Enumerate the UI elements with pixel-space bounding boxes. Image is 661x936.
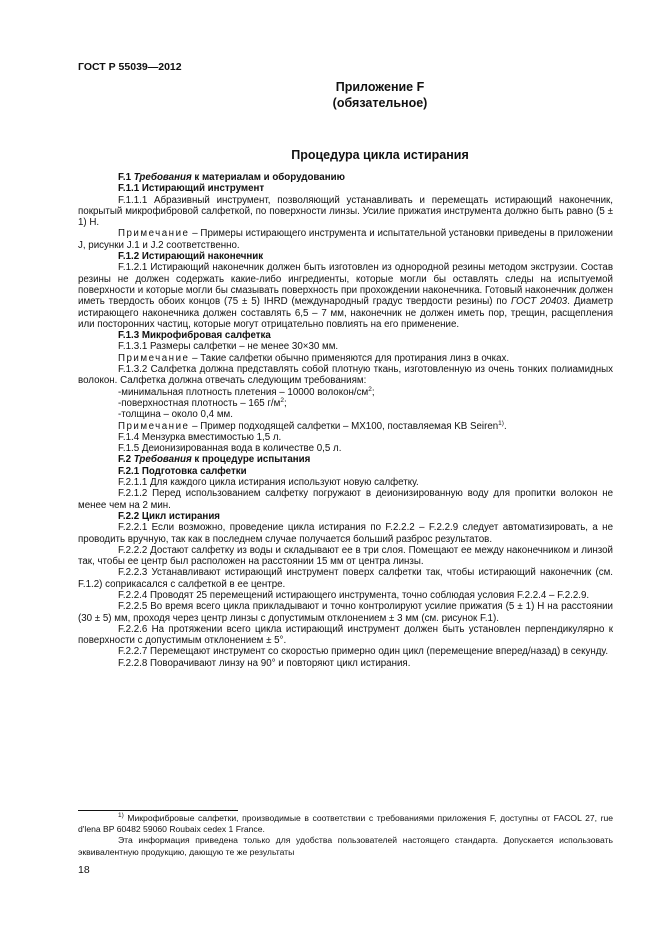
footnote-divider [78,810,238,811]
section-f12-heading: F.1.2 Истирающий наконечник [118,251,264,263]
section-f11-heading: F.1.1 Истирающий инструмент [118,183,265,195]
page-number: 18 [78,864,90,876]
paragraph-f132: F.1.3.2 Салфетка должна представлять собой плотную ткань, изготовленную из очень тонких полиамидных волокон. Салфетка должна отвечать следующим требованиям: [78,364,613,387]
paragraph-f212: F.2.1.2 Перед использованием салфетку погружают в деионизированную воду для пропитки волокон не менее чем на 2 мин. [78,488,613,511]
note-3: Примечание – Пример подходящей салфетки – МХ100, поставляемая KB Seiren$^{1)}$. [118,419,507,432]
paragraph-f211: F.2.1.1 Для каждого цикла истирания используют новую салфетку. [118,477,419,489]
section-f21-heading: F.2.1 Подготовка салфетки [118,465,247,477]
paragraph-f225: F.2.2.5 Во время всего цикла прикладывают и точно контролируют усилие прижатия (5 ± 1) Н на расстоянии (30 ± 5) мм, проходя через центр линзы с допустимым отклонением ± 3 мм (см. рисунок F.1). [78,601,613,624]
footnotes [78,813,613,858]
section-f22-heading: F.2.2 Цикл истирания [118,510,220,522]
paragraph-f121: F.1.2.1 Истирающий наконечник должен быть изготовлен из однородной резины методом экструзии. Состав резины не должен содержать какие-либо ингредиенты, которые могли бы оставлять следы на испытуемой поверхности и которые могли бы смазывать поверхность при прохождении наконечника. Готовый наконечник должен иметь твердость обоих концов (75 ± 5) IHRD (международный градус твердости резины) по ГОСТ 20403. Диаметр истирающего наконечника должен составлять 6,5 – 7 мм, наконечник не должен иметь пор, трещин, расщепления или посторонних частиц, которые могут отрицательно повлиять на его применение. [78,262,613,330]
requirement-thickness: -толщина – около 0,4 мм. [118,409,233,421]
standard-header: ГОСТ Р 55039—2012 [78,61,182,73]
note-1: Примечание – Примеры истирающего инструмента и испытательной установки приведены в приложении J, рисунки J.1 и J.2 соответственно. [78,228,613,251]
paragraph-f226: F.2.2.6 На протяжении всего цикла истирающий инструмент должен быть установлен перпендикулярно к поверхности с допустимым отклонением ± 5°. [78,623,613,647]
requirement-surface-density: -поверхностная плотность – 165 $г/м^2$; [118,396,287,409]
paragraph-f111: F.1.1.1 Абразивный инструмент, позволяющий устанавливать и перемещать истирающий наконечник, покрытый микрофибровой салфеткой, по поверхности линзы. Усилие прижатия инструмента должно быть равно (5 ± 1) Н. [78,194,613,229]
footnote-info: Эта информация приведена только для удобства пользователей настоящего стандарта. Допускается использовать эквивалентную продукцию, дающую те же результаты [78,835,613,857]
requirement-density: -минимальная плотность плетения – 10000 волокон/$см^2$; [118,385,375,398]
document-body [78,172,613,669]
section-f2-heading: F.2 Требования к процедуре испытания [118,454,311,466]
note-2: Примечание – Такие салфетки обычно применяются для протирания линз в очках. [118,352,510,364]
paragraph-f14: F.1.4 Мензурка вместимостью 1,5 л. [118,431,282,443]
paragraph-f15: F.1.5 Деионизированная вода в количестве 0,5 л. [118,443,342,455]
paragraph-f224: F.2.2.4 Проводят 25 перемещений истирающего инструмента, точно соблюдая условия F.2.2.4 – F.2.2.9. [118,589,590,601]
procedure-title: Процедура цикла истирания [291,148,469,162]
footnote-1: $^{1)}$ Микрофибровые салфетки, производимые в соответствии с требованиями приложения F, доступны от FACOL 27, rue d'lena BP 60482 59060 Roubaix cedex 1 France. [78,812,613,835]
section-f1-heading: F.1 Требования к материалам и оборудованию [118,172,345,183]
paragraph-f223: F.2.2.3 Устанавливают истирающий инструмент поверх салфетки так, чтобы истирающий наконечник (см. F.1.2) соприкасался с салфеткой в ее центре. [78,567,613,590]
annex-status: (обязательное) [332,96,428,110]
paragraph-f228: F.2.2.8 Поворачивают линзу на 90° и повторяют цикл истирания. [118,657,411,669]
paragraph-f131: F.1.3.1 Размеры салфетки – не менее 30×30 мм. [118,341,339,353]
paragraph-f221: F.2.2.1 Если возможно, проведение цикла истирания по F.2.2.2 – F.2.2.9 следует автоматизировать, а не проводить вручную, так как в последнем случае получается больший разброс результатов. [78,522,613,545]
paragraph-f227: F.2.2.7 Перемещают инструмент со скоростью примерно один цикл (перемещение вперед/назад) в секунду. [118,646,609,658]
paragraph-f222: F.2.2.2 Достают салфетку из воды и складывают ее в три слоя. Помещают ее между наконечником и линзой так, чтобы ее центр был расположен на расстоянии 15 мм от центра линзы. [78,544,613,568]
annex-title: Приложение F [335,80,425,94]
section-f13-heading: F.1.3 Микрофибровая салфетка [118,330,271,342]
